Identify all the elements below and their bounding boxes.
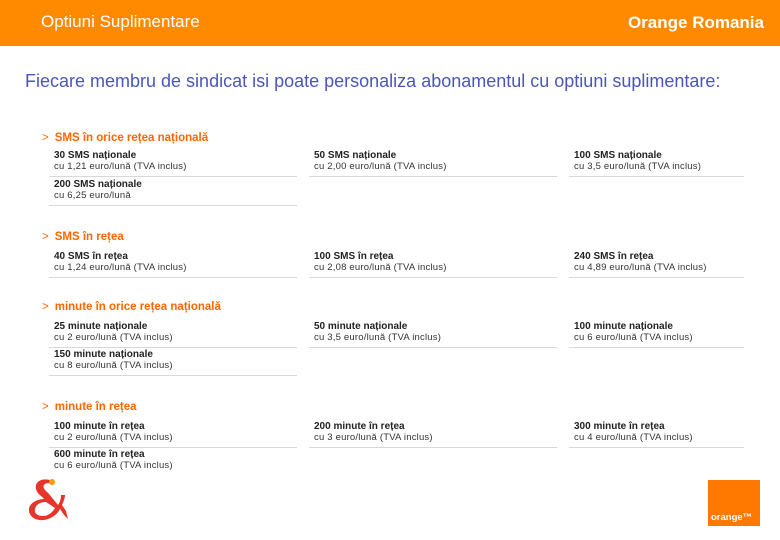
option-price: cu 6 euro/lună (TVA inclus) xyxy=(54,460,173,471)
option-name: 200 minute în rețea xyxy=(314,421,405,432)
section-title-sms-network xyxy=(42,231,124,243)
option-price: cu 1,21 euro/lună (TVA inclus) xyxy=(54,161,187,172)
option-item xyxy=(569,321,744,348)
company-name: Orange Romania xyxy=(627,13,764,32)
section-title-label: SMS în orice rețea națională xyxy=(54,132,209,144)
option-item xyxy=(49,179,297,206)
arrow-icon: > xyxy=(42,231,49,243)
section-title-label: minute în orice rețea națională xyxy=(54,301,221,313)
option-name: 200 SMS naționale xyxy=(54,179,142,190)
brand-text: orange™ xyxy=(711,512,753,523)
section-title-minutes-national xyxy=(42,301,221,313)
orange-ampersand-logo-icon xyxy=(22,475,68,525)
option-item xyxy=(569,251,744,278)
option-name: 25 minute naționale xyxy=(54,321,148,332)
option-price: cu 3,5 euro/lună (TVA inclus) xyxy=(314,332,442,343)
option-name: 300 minute în rețea xyxy=(574,421,665,432)
option-item xyxy=(49,349,297,376)
option-price: cu 6,25 euro/lună xyxy=(54,190,131,201)
arrow-icon: > xyxy=(42,401,49,413)
section-title-sms-national xyxy=(42,132,208,144)
option-price: cu 3,5 euro/lună (TVA inclus) xyxy=(574,161,702,172)
arrow-icon: > xyxy=(42,301,49,313)
option-item xyxy=(49,321,297,348)
slide-title: Optiuni Suplimentare xyxy=(41,12,200,31)
option-name: 100 minute naționale xyxy=(574,321,673,332)
option-item xyxy=(309,150,557,177)
option-name: 50 minute naționale xyxy=(314,321,408,332)
option-name: 150 minute naționale xyxy=(54,349,153,360)
option-price: cu 4,89 euro/lună (TVA inclus) xyxy=(574,262,707,273)
option-item xyxy=(49,449,297,469)
intro-text: Fiecare membru de sindicat isi poate personaliza abonamentul cu optiuni suplimentare: xyxy=(25,71,721,91)
option-name: 40 SMS în rețea xyxy=(54,251,128,262)
option-item xyxy=(49,150,297,177)
option-price: cu 8 euro/lună (TVA inclus) xyxy=(54,360,173,371)
option-name: 100 minute în rețea xyxy=(54,421,145,432)
option-item xyxy=(309,251,557,278)
option-name: 240 SMS în rețea xyxy=(574,251,654,262)
option-price: cu 3 euro/lună (TVA inclus) xyxy=(314,432,433,443)
option-item xyxy=(49,251,297,278)
option-name: 50 SMS naționale xyxy=(314,150,397,161)
arrow-icon: > xyxy=(42,132,49,144)
option-item xyxy=(309,421,557,448)
option-name: 30 SMS naționale xyxy=(54,150,137,161)
section-title-label: minute în rețea xyxy=(54,401,137,413)
option-price: cu 2 euro/lună (TVA inclus) xyxy=(54,432,173,443)
option-name: 600 minute în rețea xyxy=(54,449,145,460)
option-price: cu 2,00 euro/lună (TVA inclus) xyxy=(314,161,447,172)
option-price: cu 4 euro/lună (TVA inclus) xyxy=(574,432,693,443)
option-name: 100 SMS în rețea xyxy=(314,251,394,262)
option-name: 100 SMS naționale xyxy=(574,150,662,161)
option-price: cu 6 euro/lună (TVA inclus) xyxy=(574,332,693,343)
section-title-label: SMS în rețea xyxy=(54,231,124,243)
option-price: cu 2,08 euro/lună (TVA inclus) xyxy=(314,262,447,273)
option-item xyxy=(309,321,557,348)
option-item xyxy=(569,150,744,177)
option-item xyxy=(569,421,744,448)
option-price: cu 1,24 euro/lună (TVA inclus) xyxy=(54,262,187,273)
section-title-minutes-network xyxy=(42,401,137,413)
orange-brand-logo xyxy=(708,480,760,526)
header-bar xyxy=(0,0,780,46)
option-item xyxy=(49,421,297,448)
option-price: cu 2 euro/lună (TVA inclus) xyxy=(54,332,173,343)
